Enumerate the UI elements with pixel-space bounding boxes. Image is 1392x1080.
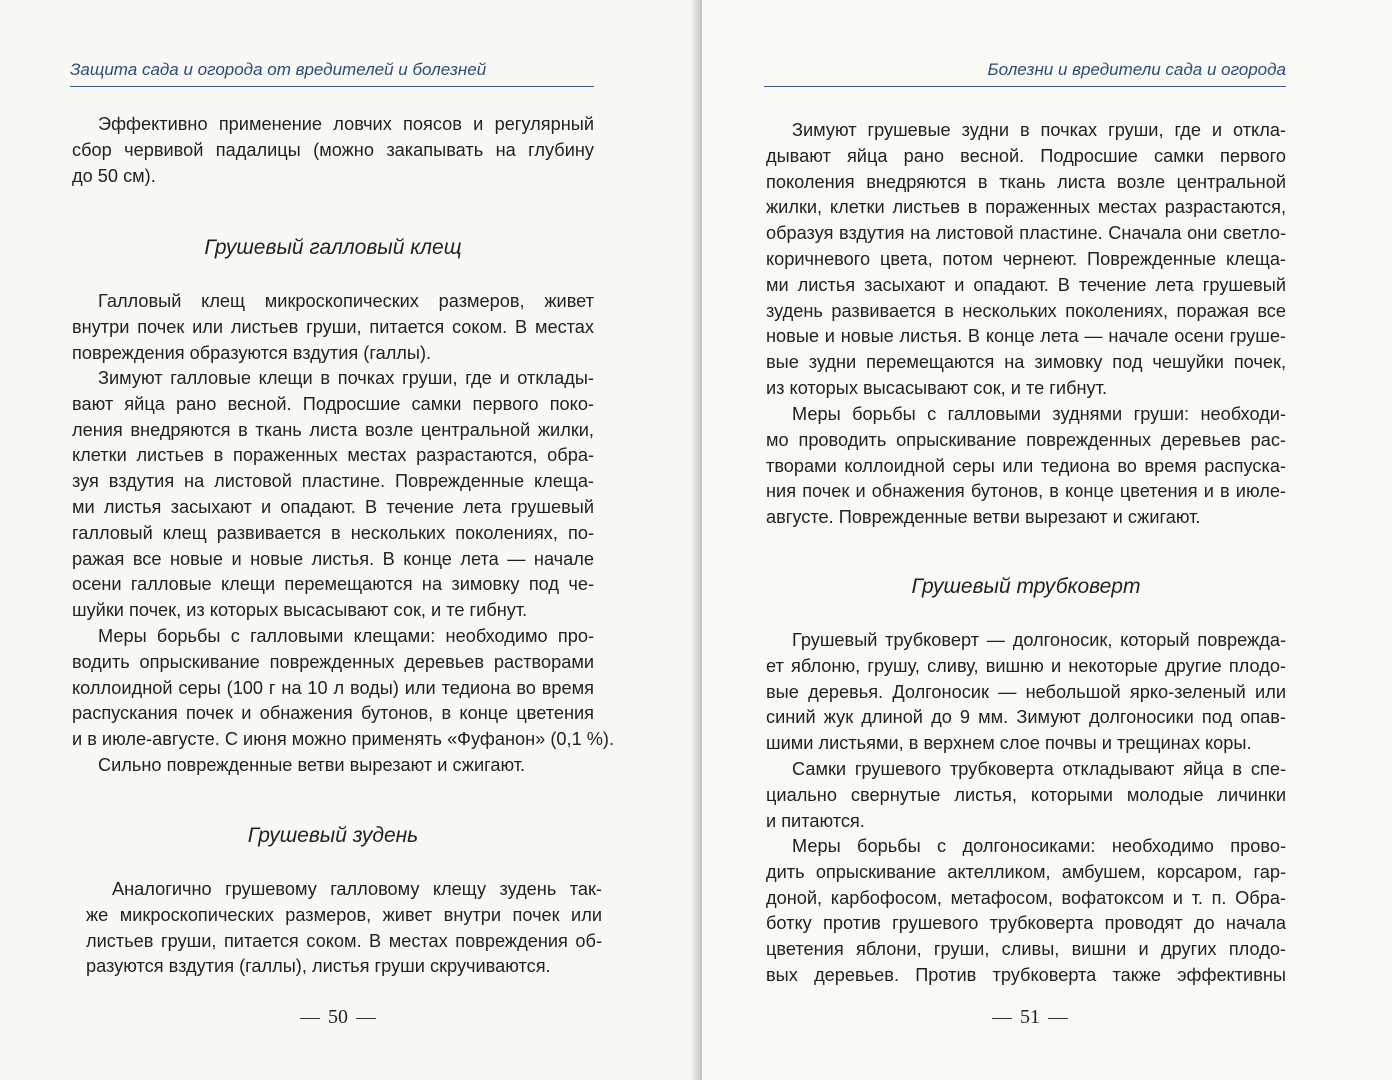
- text-line: разуются вздутия (галлы), листья груши скручиваются.: [86, 956, 551, 977]
- text-line: ет яблоню, грушу, сливу, вишню и некоторые другие плодо-: [766, 655, 1286, 676]
- paragraph: [766, 628, 1286, 757]
- paragraph: [766, 118, 1286, 402]
- dash-icon: [300, 1018, 320, 1020]
- text-line: из которых высасывают сок, и те гибнут.: [766, 377, 1108, 398]
- text-line: жилки, клетки листьев в пораженных местах разрастаются,: [766, 197, 1286, 218]
- text-line: Самки грушевого трубковерта откладывают яйца в спе-: [792, 759, 1286, 779]
- dash-icon: [992, 1018, 1012, 1020]
- text-line: вые зудни перемещаются на зимовку под чешуйки почек,: [766, 352, 1286, 373]
- text-line: и питаются.: [766, 810, 865, 831]
- text-line: повреждения образуются вздутия (галлы).: [72, 342, 432, 363]
- text-line: осени галловые клещи перемещаются на зимовку под че-: [72, 574, 594, 595]
- text-line: шуйки почек, из которых высасывают сок, и те гибнут.: [72, 600, 528, 621]
- text-line: ми листья засыхают и опадают. В течение лета грушевый: [72, 496, 594, 517]
- page-number-value: 51: [1020, 1006, 1040, 1028]
- text-line: коллоидной серы (100 г на 10 л воды) или тедиона во время: [72, 677, 594, 698]
- text-line: шими листьями, в верхнем слое почвы и трещинах коры.: [766, 733, 1252, 754]
- text-line: вают яйца рано весной. Подросшие самки первого поко-: [72, 393, 594, 414]
- text-line: циально свернутые листья, которыми молодые личинки: [766, 784, 1286, 805]
- text-line: доной, карбофосом, метафосом, вофатоксом и т. п. Обра-: [766, 887, 1286, 908]
- text-line: Эффективно применение ловчих поясов и регулярный: [98, 114, 594, 134]
- text-line: ми листья засыхают и опадают. В течение лета грушевый: [766, 274, 1286, 295]
- dash-icon: [356, 1018, 376, 1020]
- text-line: распускания почек и обнажения бутонов, в конце цветения: [72, 703, 594, 724]
- text-line: зуя вздутия на листовой пластине. Поврежденные клеща-: [72, 471, 594, 492]
- text-line: ления внедряются в ткань листа возле центральной жилки,: [72, 419, 594, 440]
- paragraph: [72, 366, 594, 624]
- text-line: коричневого цвета, потом чернеют. Поврежденные клеща-: [766, 248, 1286, 269]
- section-title: Грушевый галловый клещ: [204, 236, 462, 259]
- text-line: зудень развивается в нескольких поколениях, поражая все: [766, 300, 1286, 321]
- page-number: [984, 1006, 1076, 1029]
- text-line: дывают яйца рано весной. Подросшие самки первого: [766, 145, 1286, 166]
- text-line: ражая все новые и новые листья. В конце лета — начале: [72, 548, 594, 569]
- dash-icon: [1048, 1018, 1068, 1020]
- text-line: Грушевый трубковерт — долгоносик, который поврежда-: [792, 630, 1286, 650]
- text-line: вые деревья. Долгоносик — небольшой ярко-зеленый или: [766, 681, 1286, 702]
- page-number: [292, 1006, 384, 1029]
- paragraph: [72, 289, 594, 366]
- text-line: августе. Поврежденные ветви вырезают и сжигают.: [766, 507, 1201, 528]
- text-line: Аналогично грушевому галловому клещу зудень так-: [112, 879, 602, 899]
- text-line: Меры борьбы с долгоносиками: необходимо прово-: [792, 836, 1286, 856]
- section-title: Грушевый трубковерт: [911, 575, 1141, 598]
- text-line: и в июле-августе. С июня можно применять «Фуфанон» (0,1 %).: [72, 729, 615, 750]
- text-line: Меры борьбы с галловыми зуднями груши: необходи-: [792, 404, 1286, 424]
- text-line: образуя вздутия на листовой пластине. Сначала они светло-: [766, 223, 1286, 244]
- running-head: Болезни и вредители сада и огорода: [764, 60, 1286, 87]
- paragraph: [766, 834, 1286, 989]
- text-line: галловый клещ развивается в нескольких поколениях, по-: [72, 522, 594, 543]
- paragraph: [766, 402, 1286, 531]
- text-line: творами коллоидной серы или тедиона во время распуска-: [766, 455, 1286, 476]
- text-line: Сильно поврежденные ветви вырезают и сжигают.: [98, 755, 526, 775]
- running-head: Защита сада и огорода от вредителей и болезней: [70, 60, 594, 87]
- text-line: Меры борьбы с галловыми клещами: необходимо про-: [98, 626, 594, 646]
- paragraph: [72, 753, 594, 779]
- text-line: водить опрыскивание поврежденных деревьев растворами: [72, 651, 594, 672]
- text-line: ния почек и обнажения бутонов, в конце цветения и в июле-: [766, 481, 1286, 502]
- text-line: до 50 см).: [72, 165, 156, 186]
- text-line: вых деревьев. Против трубковерта также эффективны: [766, 964, 1286, 985]
- text-line: цветения яблони, груши, сливы, вишни и других плодо-: [766, 939, 1286, 960]
- text-line: Зимуют галловые клещи в почках груши, где и отклады-: [98, 368, 594, 388]
- paragraph: [86, 877, 602, 980]
- intro-paragraph: [72, 112, 594, 189]
- text-line: же микроскопических размеров, живет внутри почек или: [86, 904, 602, 925]
- text-line: Зимуют грушевые зудни в почках груши, где и откла-: [792, 120, 1286, 140]
- text-line: синий жук длиной до 9 мм. Зимуют долгоносики под опав-: [766, 707, 1286, 728]
- page-number-value: 50: [328, 1006, 348, 1028]
- text-line: мо проводить опрыскивание поврежденных деревьев рас-: [766, 429, 1286, 450]
- text-line: поколения внедряются в ткань листа возле центральной: [766, 171, 1286, 192]
- right-page: [702, 0, 1392, 1080]
- text-line: ботку против грушевого трубковерта проводят до начала: [766, 913, 1286, 934]
- text-line: клетки листьев в пораженных местах разрастаются, обра-: [72, 445, 594, 466]
- text-line: сбор червивой падалицы (можно закапывать на глубину: [72, 139, 594, 160]
- paragraph: [72, 624, 615, 753]
- text-line: дить опрыскивание актелликом, амбушем, корсаром, гар-: [766, 861, 1286, 882]
- paragraph: [766, 757, 1286, 834]
- section-title: Грушевый зудень: [247, 824, 419, 847]
- text-line: новые и новые листья. В конце лета — начале осени груше-: [766, 326, 1286, 347]
- text-line: внутри почек или листьев груши, питается соком. В местах: [72, 316, 594, 337]
- text-line: Галловый клещ микроскопических размеров, живет: [98, 291, 594, 311]
- text-line: листьев груши, питается соком. В местах повреждения об-: [86, 930, 602, 951]
